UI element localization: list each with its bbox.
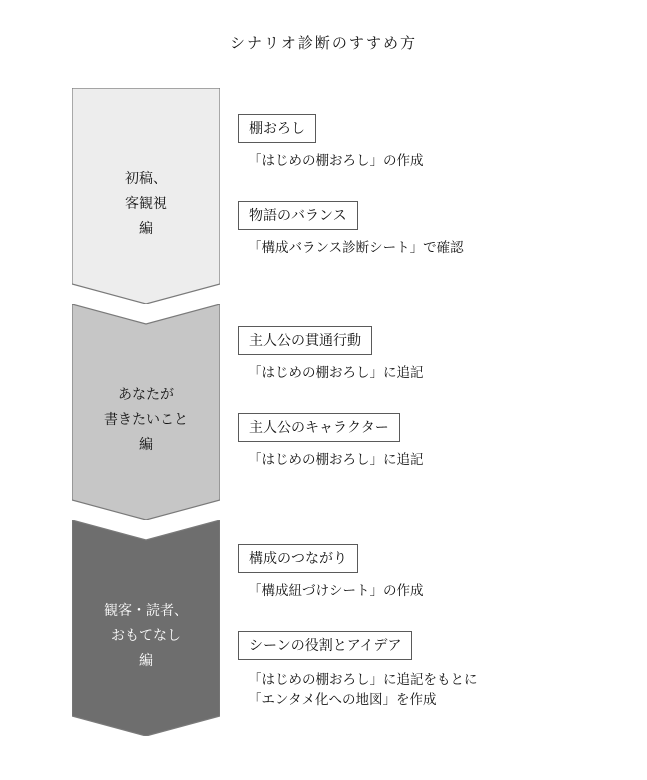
stage-2-label-line-1: あなたが bbox=[118, 386, 174, 402]
stage-2-item-1-note: 「はじめの棚おろし」に追記 bbox=[248, 365, 424, 381]
stage-2-label-line-3: 編 bbox=[139, 436, 153, 452]
stage-3-item-1 bbox=[238, 544, 424, 600]
stage-3-item-2-note-line-1: 「はじめの棚おろし」に追記をもとに bbox=[248, 672, 478, 688]
stage-3-item-2-box[interactable]: シーンの役割とアイデア bbox=[238, 631, 412, 660]
stage-1-label-line-3: 編 bbox=[139, 220, 153, 236]
stage-3-item-2-note-line-2: 「エンタメ化への地図」を作成 bbox=[248, 692, 437, 708]
stage-1-item-1-box[interactable]: 棚おろし bbox=[238, 114, 316, 143]
page-title: シナリオ診断のすすめ方 bbox=[229, 35, 417, 52]
stage-3-chevron bbox=[72, 520, 220, 741]
stage-2-item-1 bbox=[238, 326, 424, 382]
stage-1-item-1 bbox=[238, 114, 424, 170]
stage-1-label-line-1: 初稿、 bbox=[125, 170, 167, 186]
stage-3-item-2 bbox=[238, 631, 478, 710]
stage-2-item-2 bbox=[238, 413, 424, 469]
stage-2-item-2-note: 「はじめの棚おろし」に追記 bbox=[248, 452, 424, 468]
stage-3-label-line-3: 編 bbox=[139, 652, 153, 668]
stage-2-item-1-box[interactable]: 主人公の貫通行動 bbox=[238, 326, 372, 355]
stage-1-item-2-box[interactable]: 物語のバランス bbox=[238, 201, 358, 230]
stage-1-label-line-2: 客観視 bbox=[125, 195, 167, 211]
stage-3-item-1-box[interactable]: 構成のつながり bbox=[238, 544, 358, 573]
stage-3-label-line-2: おもてなし bbox=[111, 627, 181, 643]
stage-3-label-line-1: 観客・読者、 bbox=[104, 602, 188, 618]
stage-1-item-1-note: 「はじめの棚おろし」の作成 bbox=[248, 153, 424, 169]
stage-3-item-1-note: 「構成紐づけシート」の作成 bbox=[248, 583, 424, 599]
stage-2-item-2-box[interactable]: 主人公のキャラクター bbox=[238, 413, 400, 442]
stage-1-chevron bbox=[72, 88, 220, 309]
stage-1-item-2 bbox=[238, 201, 464, 257]
stage-2-chevron bbox=[72, 304, 220, 525]
stage-1-item-2-note: 「構成バランス診断シート」で確認 bbox=[248, 240, 464, 256]
stage-2-label-line-2: 書きたいこと bbox=[104, 411, 188, 427]
